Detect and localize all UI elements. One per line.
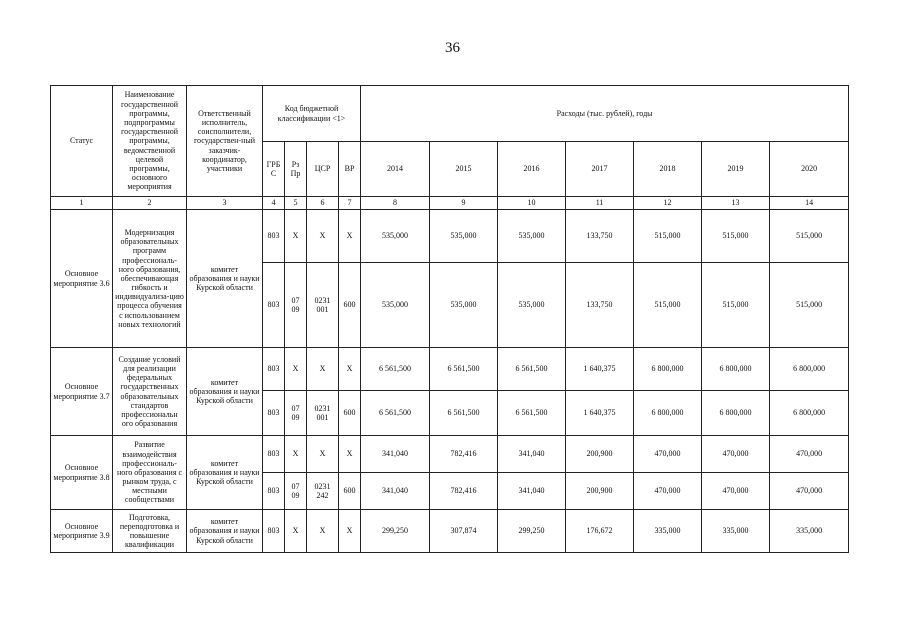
status-cell: Основное мероприятие 3.6 bbox=[51, 210, 113, 348]
table-row bbox=[51, 510, 849, 553]
value-cell: 1 640,375 bbox=[566, 348, 634, 391]
rzpr-cell: X bbox=[285, 436, 307, 473]
header-csr: ЦСР bbox=[307, 142, 339, 197]
rzpr-cell: X bbox=[285, 210, 307, 263]
rzpr-cell: X bbox=[285, 510, 307, 553]
column-index: 10 bbox=[498, 197, 566, 210]
name-cell: Развитие взаимодействия профессиональ-ного образования с рынком труда, с местными сообществами bbox=[113, 436, 187, 510]
value-cell: 341,040 bbox=[361, 473, 430, 510]
column-index-row bbox=[51, 197, 849, 210]
vr-cell: X bbox=[339, 348, 361, 391]
value-cell: 6 800,000 bbox=[702, 348, 770, 391]
status-cell: Основное мероприятие 3.7 bbox=[51, 348, 113, 436]
value-cell: 299,250 bbox=[361, 510, 430, 553]
column-index: 3 bbox=[187, 197, 263, 210]
value-cell: 535,000 bbox=[361, 263, 430, 348]
value-cell: 515,000 bbox=[702, 210, 770, 263]
status-cell: Основное мероприятие 3.8 bbox=[51, 436, 113, 510]
vr-cell: X bbox=[339, 436, 361, 473]
header-year: 2017 bbox=[566, 142, 634, 197]
grbs-cell: 803 bbox=[263, 436, 285, 473]
header-year: 2019 bbox=[702, 142, 770, 197]
rzpr-cell: 07 09 bbox=[285, 391, 307, 436]
value-cell: 200,900 bbox=[566, 436, 634, 473]
value-cell: 535,000 bbox=[430, 263, 498, 348]
responsible-cell: комитет образования и науки Курской области bbox=[187, 210, 263, 348]
name-cell: Создание условий для реализации федеральных государственных образовательных стандартов профессиональн ого образования bbox=[113, 348, 187, 436]
value-cell: 6 800,000 bbox=[634, 391, 702, 436]
value-cell: 470,000 bbox=[634, 436, 702, 473]
value-cell: 470,000 bbox=[702, 473, 770, 510]
vr-cell: 600 bbox=[339, 391, 361, 436]
header-year: 2016 bbox=[498, 142, 566, 197]
responsible-cell: комитет образования и науки Курской области bbox=[187, 436, 263, 510]
header-year: 2018 bbox=[634, 142, 702, 197]
value-cell: 6 561,500 bbox=[430, 391, 498, 436]
csr-cell: X bbox=[307, 348, 339, 391]
table-row bbox=[51, 348, 849, 391]
column-index: 5 bbox=[285, 197, 307, 210]
grbs-cell: 803 bbox=[263, 473, 285, 510]
vr-cell: 600 bbox=[339, 473, 361, 510]
page-number: 36 bbox=[445, 40, 460, 56]
name-cell: Модернизация образовательных программ профессиональ-ного образования, обеспечивающая гибкость и индивидуализа-цию процесса обучения с использованием новых технологий bbox=[113, 210, 187, 348]
column-index: 1 bbox=[51, 197, 113, 210]
value-cell: 470,000 bbox=[770, 473, 849, 510]
column-index: 7 bbox=[339, 197, 361, 210]
header-row bbox=[51, 86, 849, 142]
vr-cell: 600 bbox=[339, 263, 361, 348]
column-index: 14 bbox=[770, 197, 849, 210]
csr-cell: X bbox=[307, 210, 339, 263]
grbs-cell: 803 bbox=[263, 263, 285, 348]
value-cell: 176,672 bbox=[566, 510, 634, 553]
grbs-cell: 803 bbox=[263, 391, 285, 436]
column-index: 4 bbox=[263, 197, 285, 210]
rzpr-cell: 07 09 bbox=[285, 263, 307, 348]
value-cell: 1 640,375 bbox=[566, 391, 634, 436]
value-cell: 307,874 bbox=[430, 510, 498, 553]
value-cell: 341,040 bbox=[498, 436, 566, 473]
rzpr-cell: X bbox=[285, 348, 307, 391]
value-cell: 535,000 bbox=[361, 210, 430, 263]
table-row bbox=[51, 436, 849, 473]
value-cell: 470,000 bbox=[770, 436, 849, 473]
value-cell: 6 800,000 bbox=[770, 348, 849, 391]
responsible-cell: комитет образования и науки Курской области bbox=[187, 510, 263, 553]
value-cell: 535,000 bbox=[498, 263, 566, 348]
column-index: 2 bbox=[113, 197, 187, 210]
value-cell: 515,000 bbox=[634, 263, 702, 348]
csr-cell: 0231 001 bbox=[307, 263, 339, 348]
value-cell: 6 561,500 bbox=[498, 348, 566, 391]
column-index: 13 bbox=[702, 197, 770, 210]
header-year: 2014 bbox=[361, 142, 430, 197]
vr-cell: X bbox=[339, 210, 361, 263]
value-cell: 133,750 bbox=[566, 210, 634, 263]
value-cell: 535,000 bbox=[430, 210, 498, 263]
column-index: 12 bbox=[634, 197, 702, 210]
csr-cell: X bbox=[307, 436, 339, 473]
header-status: Статус bbox=[51, 86, 113, 197]
responsible-cell: комитет образования и науки Курской области bbox=[187, 348, 263, 436]
grbs-cell: 803 bbox=[263, 348, 285, 391]
rzpr-cell: 07 09 bbox=[285, 473, 307, 510]
value-cell: 341,040 bbox=[361, 436, 430, 473]
column-index: 6 bbox=[307, 197, 339, 210]
value-cell: 299,250 bbox=[498, 510, 566, 553]
value-cell: 470,000 bbox=[634, 473, 702, 510]
vr-cell: X bbox=[339, 510, 361, 553]
csr-cell: X bbox=[307, 510, 339, 553]
header-year: 2020 bbox=[770, 142, 849, 197]
value-cell: 515,000 bbox=[770, 263, 849, 348]
budget-table bbox=[50, 85, 849, 553]
header-expenses: Расходы (тыс. рублей), годы bbox=[361, 86, 849, 142]
value-cell: 200,900 bbox=[566, 473, 634, 510]
value-cell: 335,000 bbox=[702, 510, 770, 553]
value-cell: 335,000 bbox=[770, 510, 849, 553]
value-cell: 6 561,500 bbox=[498, 391, 566, 436]
header-year: 2015 bbox=[430, 142, 498, 197]
header-grbs: ГРБ С bbox=[263, 142, 285, 197]
grbs-cell: 803 bbox=[263, 210, 285, 263]
header-rzpr: Рз Пр bbox=[285, 142, 307, 197]
value-cell: 133,750 bbox=[566, 263, 634, 348]
value-cell: 341,040 bbox=[498, 473, 566, 510]
value-cell: 6 561,500 bbox=[361, 348, 430, 391]
header-name: Наименование государственной программы, подпрограммы государственной программы, ведомственной целевой программы, основного мероприятия bbox=[113, 86, 187, 197]
status-cell: Основное мероприятие 3.9 bbox=[51, 510, 113, 553]
value-cell: 782,416 bbox=[430, 473, 498, 510]
grbs-cell: 803 bbox=[263, 510, 285, 553]
value-cell: 6 561,500 bbox=[430, 348, 498, 391]
csr-cell: 0231 001 bbox=[307, 391, 339, 436]
value-cell: 335,000 bbox=[634, 510, 702, 553]
csr-cell: 0231 242 bbox=[307, 473, 339, 510]
header-responsible: Ответственный исполнитель, соисполнители, государствен-ный заказчик-координатор, участники bbox=[187, 86, 263, 197]
header-budget-code: Код бюджетной классификации <1> bbox=[263, 86, 361, 142]
value-cell: 6 800,000 bbox=[702, 391, 770, 436]
value-cell: 6 800,000 bbox=[770, 391, 849, 436]
column-index: 11 bbox=[566, 197, 634, 210]
value-cell: 470,000 bbox=[702, 436, 770, 473]
value-cell: 535,000 bbox=[498, 210, 566, 263]
name-cell: Подготовка, переподготовка и повышение квалификации bbox=[113, 510, 187, 553]
value-cell: 515,000 bbox=[770, 210, 849, 263]
value-cell: 6 561,500 bbox=[361, 391, 430, 436]
value-cell: 515,000 bbox=[702, 263, 770, 348]
column-index: 8 bbox=[361, 197, 430, 210]
value-cell: 782,416 bbox=[430, 436, 498, 473]
table-row bbox=[51, 210, 849, 263]
header-vr: ВР bbox=[339, 142, 361, 197]
column-index: 9 bbox=[430, 197, 498, 210]
value-cell: 515,000 bbox=[634, 210, 702, 263]
value-cell: 6 800,000 bbox=[634, 348, 702, 391]
